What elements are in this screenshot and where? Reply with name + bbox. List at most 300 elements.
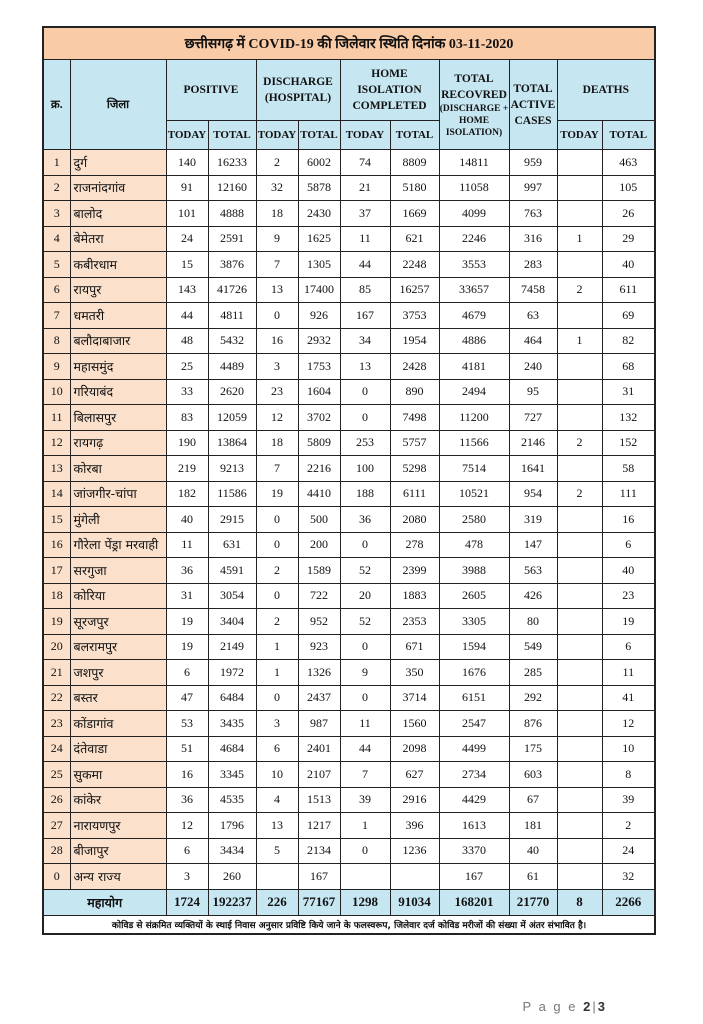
cell-district: बीजापुर (70, 838, 166, 864)
cell-dis-total: 167 (298, 864, 340, 890)
cell-death-total: 29 (602, 226, 655, 252)
cell-hi-total: 2080 (390, 507, 439, 533)
total-recovered: 168201 (439, 889, 509, 915)
cell-active: 316 (509, 226, 557, 252)
cell-dis-total: 2437 (298, 685, 340, 711)
cell-active: 319 (509, 507, 557, 533)
cell-hi-total: 1560 (390, 711, 439, 737)
cell-hi-today: 44 (340, 736, 390, 762)
cell-dis-today: 2 (256, 558, 298, 584)
cell-pos-total: 3054 (208, 583, 256, 609)
page-separator: | (592, 999, 598, 1014)
cell-pos-total: 2620 (208, 379, 256, 405)
cell-pos-today: 48 (166, 328, 208, 354)
cell-hi-total: 396 (390, 813, 439, 839)
cell-dis-today: 2 (256, 150, 298, 176)
cell-death-total: 68 (602, 354, 655, 380)
cell-death-today (557, 150, 602, 176)
cell-death-total: 12 (602, 711, 655, 737)
cell-dis-today: 13 (256, 277, 298, 303)
cell-dis-total: 2932 (298, 328, 340, 354)
cell-death-today (557, 252, 602, 278)
cell-active: 80 (509, 609, 557, 635)
cell-sn: 9 (43, 354, 70, 380)
cell-pos-total: 3435 (208, 711, 256, 737)
cell-sn: 26 (43, 787, 70, 813)
cell-dis-total: 1513 (298, 787, 340, 813)
cell-district: कांकेर (70, 787, 166, 813)
cell-sn: 13 (43, 456, 70, 482)
cell-sn: 1 (43, 150, 70, 176)
cell-pos-today: 19 (166, 609, 208, 635)
cell-recovered: 2580 (439, 507, 509, 533)
cell-active: 563 (509, 558, 557, 584)
cell-district: गरियाबंद (70, 379, 166, 405)
header-discharge: DISCHARGE (HOSPITAL) (256, 60, 340, 121)
cell-pos-today: 44 (166, 303, 208, 329)
cell-death-today (557, 507, 602, 533)
cell-death-today (557, 303, 602, 329)
header-home-isolation-today: TODAY (340, 121, 390, 150)
cell-sn: 5 (43, 252, 70, 278)
cell-district: रायगढ़ (70, 430, 166, 456)
cell-district: अन्य राज्य (70, 864, 166, 890)
cell-pos-total: 9213 (208, 456, 256, 482)
header-home-isolation-total: TOTAL (390, 121, 439, 150)
cell-dis-total: 1305 (298, 252, 340, 278)
cell-hi-today: 34 (340, 328, 390, 354)
cell-hi-today: 11 (340, 711, 390, 737)
cell-district: सुकमा (70, 762, 166, 788)
cell-active: 959 (509, 150, 557, 176)
cell-hi-today: 0 (340, 634, 390, 660)
cell-pos-today: 6 (166, 660, 208, 686)
table-row (43, 583, 655, 609)
cell-death-total: 463 (602, 150, 655, 176)
cell-hi-today: 13 (340, 354, 390, 380)
cell-pos-today: 11 (166, 532, 208, 558)
cell-death-today (557, 609, 602, 635)
cell-dis-today: 6 (256, 736, 298, 762)
cell-death-today: 1 (557, 226, 602, 252)
cell-pos-total: 4888 (208, 201, 256, 227)
cell-sn: 7 (43, 303, 70, 329)
cell-hi-today: 52 (340, 558, 390, 584)
cell-death-total: 32 (602, 864, 655, 890)
cell-death-total: 58 (602, 456, 655, 482)
total-death-total: 2266 (602, 889, 655, 915)
cell-recovered: 3988 (439, 558, 509, 584)
cell-death-today (557, 583, 602, 609)
cell-pos-today: 19 (166, 634, 208, 660)
cell-death-today (557, 558, 602, 584)
cell-dis-total: 952 (298, 609, 340, 635)
cell-recovered: 10521 (439, 481, 509, 507)
cell-recovered: 4679 (439, 303, 509, 329)
cell-pos-total: 631 (208, 532, 256, 558)
cell-active: 763 (509, 201, 557, 227)
cell-sn: 23 (43, 711, 70, 737)
cell-sn: 2 (43, 175, 70, 201)
total-pos-today: 1724 (166, 889, 208, 915)
cell-hi-total: 3714 (390, 685, 439, 711)
cell-active: 147 (509, 532, 557, 558)
cell-pos-today: 190 (166, 430, 208, 456)
cell-district: सूरजपुर (70, 609, 166, 635)
cell-district: जशपुर (70, 660, 166, 686)
cell-pos-total: 3404 (208, 609, 256, 635)
cell-hi-today: 52 (340, 609, 390, 635)
page-prefix: P a g e (522, 999, 578, 1014)
cell-district: कोरिया (70, 583, 166, 609)
cell-death-total: 40 (602, 252, 655, 278)
cell-district: दुर्ग (70, 150, 166, 176)
cell-pos-total: 4684 (208, 736, 256, 762)
header-district: जिला (70, 60, 166, 150)
cell-hi-today: 1 (340, 813, 390, 839)
cell-pos-total: 2591 (208, 226, 256, 252)
table-row (43, 405, 655, 431)
table-row (43, 762, 655, 788)
cell-death-total: 69 (602, 303, 655, 329)
cell-death-total: 6 (602, 634, 655, 660)
cell-dis-today: 0 (256, 532, 298, 558)
cell-hi-today: 167 (340, 303, 390, 329)
cell-pos-today: 143 (166, 277, 208, 303)
cell-active: 426 (509, 583, 557, 609)
cell-recovered: 167 (439, 864, 509, 890)
grand-total-label: महायोग (43, 889, 166, 915)
cell-dis-today: 13 (256, 813, 298, 839)
cell-sn: 4 (43, 226, 70, 252)
cell-pos-today: 16 (166, 762, 208, 788)
cell-recovered: 1594 (439, 634, 509, 660)
cell-death-today (557, 685, 602, 711)
cell-dis-total: 5809 (298, 430, 340, 456)
cell-pos-total: 3434 (208, 838, 256, 864)
cell-sn: 0 (43, 864, 70, 890)
cell-pos-total: 4591 (208, 558, 256, 584)
cell-hi-today: 0 (340, 379, 390, 405)
cell-hi-today: 21 (340, 175, 390, 201)
cell-dis-today: 19 (256, 481, 298, 507)
cell-recovered: 3305 (439, 609, 509, 635)
cell-death-total: 41 (602, 685, 655, 711)
cell-district: बेमेतरा (70, 226, 166, 252)
cell-dis-total: 200 (298, 532, 340, 558)
cell-pos-today: 31 (166, 583, 208, 609)
cell-hi-today: 85 (340, 277, 390, 303)
cell-sn: 28 (43, 838, 70, 864)
cell-death-total: 11 (602, 660, 655, 686)
table-row (43, 481, 655, 507)
cell-recovered: 3370 (439, 838, 509, 864)
cell-active: 61 (509, 864, 557, 890)
header-deaths-total: TOTAL (602, 121, 655, 150)
cell-district: कबीरधाम (70, 252, 166, 278)
cell-district: कोंडागांव (70, 711, 166, 737)
cell-hi-today: 11 (340, 226, 390, 252)
table-row (43, 787, 655, 813)
report-title: छत्तीसगढ़ में COVID-19 की जिलेवार स्थिति दिनांक 03-11-2020 (43, 27, 655, 60)
total-dis-today: 226 (256, 889, 298, 915)
cell-death-today (557, 813, 602, 839)
cell-pos-total: 12059 (208, 405, 256, 431)
table-row (43, 660, 655, 686)
cell-district: बस्तर (70, 685, 166, 711)
cell-active: 240 (509, 354, 557, 380)
cell-dis-total: 2107 (298, 762, 340, 788)
cell-hi-total: 2916 (390, 787, 439, 813)
cell-pos-total: 6484 (208, 685, 256, 711)
cell-active: 603 (509, 762, 557, 788)
cell-death-total: 8 (602, 762, 655, 788)
cell-pos-today: 24 (166, 226, 208, 252)
cell-death-total: 111 (602, 481, 655, 507)
cell-hi-total: 3753 (390, 303, 439, 329)
cell-dis-today: 0 (256, 507, 298, 533)
cell-hi-total: 278 (390, 532, 439, 558)
header-sno: क्र. (43, 60, 70, 150)
cell-recovered: 14811 (439, 150, 509, 176)
cell-hi-today: 44 (340, 252, 390, 278)
cell-dis-today: 0 (256, 583, 298, 609)
cell-sn: 24 (43, 736, 70, 762)
cell-recovered: 33657 (439, 277, 509, 303)
cell-district: कोरबा (70, 456, 166, 482)
table-row (43, 303, 655, 329)
cell-death-total: 105 (602, 175, 655, 201)
cell-hi-total (390, 864, 439, 890)
cell-sn: 16 (43, 532, 70, 558)
cell-active: 285 (509, 660, 557, 686)
cell-dis-today: 0 (256, 303, 298, 329)
cell-death-today (557, 456, 602, 482)
cell-active: 283 (509, 252, 557, 278)
header-total-recovered-label: TOTAL RECOVRED (441, 72, 507, 101)
cell-pos-today: 40 (166, 507, 208, 533)
table-row (43, 736, 655, 762)
cell-dis-today: 3 (256, 354, 298, 380)
cell-dis-total: 1604 (298, 379, 340, 405)
cell-death-total: 10 (602, 736, 655, 762)
cell-dis-total: 987 (298, 711, 340, 737)
cell-pos-total: 3876 (208, 252, 256, 278)
cell-active: 95 (509, 379, 557, 405)
cell-death-today (557, 762, 602, 788)
cell-death-total: 31 (602, 379, 655, 405)
cell-active: 876 (509, 711, 557, 737)
footnote: कोविड से संक्रमित व्यक्तियों के स्थाई निवास अनुसार प्रविष्टि किये जाने के फलस्वरूप, जिलेवार दर्ज कोविड मरीजों की संख्या में अंतर संभावित है। (43, 915, 655, 934)
cell-hi-total: 2248 (390, 252, 439, 278)
table-row (43, 634, 655, 660)
cell-hi-total: 5298 (390, 456, 439, 482)
cell-hi-total: 671 (390, 634, 439, 660)
cell-pos-today: 12 (166, 813, 208, 839)
cell-hi-total: 2399 (390, 558, 439, 584)
cell-death-today: 2 (557, 481, 602, 507)
covid-report-sheet (42, 26, 654, 932)
cell-dis-total: 3702 (298, 405, 340, 431)
total-hi-today: 1298 (340, 889, 390, 915)
cell-death-today (557, 787, 602, 813)
cell-death-today: 1 (557, 328, 602, 354)
table-row (43, 685, 655, 711)
cell-hi-today: 0 (340, 838, 390, 864)
cell-recovered: 11200 (439, 405, 509, 431)
cell-dis-today: 1 (256, 660, 298, 686)
cell-recovered: 4181 (439, 354, 509, 380)
cell-active: 549 (509, 634, 557, 660)
table-row (43, 277, 655, 303)
total-death-today: 8 (557, 889, 602, 915)
cell-pos-total: 4535 (208, 787, 256, 813)
header-discharge-total: TOTAL (298, 121, 340, 150)
cell-recovered: 478 (439, 532, 509, 558)
district-covid-table (42, 26, 656, 935)
cell-pos-today: 36 (166, 787, 208, 813)
cell-sn: 17 (43, 558, 70, 584)
table-row (43, 558, 655, 584)
table-row (43, 430, 655, 456)
cell-active: 997 (509, 175, 557, 201)
cell-dis-today: 9 (256, 226, 298, 252)
cell-recovered: 4429 (439, 787, 509, 813)
header-positive-today: TODAY (166, 121, 208, 150)
cell-pos-total: 4489 (208, 354, 256, 380)
cell-dis-today: 0 (256, 685, 298, 711)
table-row (43, 201, 655, 227)
table-row (43, 175, 655, 201)
cell-dis-today: 5 (256, 838, 298, 864)
cell-district: धमतरी (70, 303, 166, 329)
cell-dis-total: 1326 (298, 660, 340, 686)
cell-dis-total: 500 (298, 507, 340, 533)
cell-recovered: 1613 (439, 813, 509, 839)
table-row (43, 354, 655, 380)
cell-dis-total: 17400 (298, 277, 340, 303)
cell-dis-today: 32 (256, 175, 298, 201)
cell-sn: 20 (43, 634, 70, 660)
cell-pos-today: 36 (166, 558, 208, 584)
cell-district: दंतेवाडा (70, 736, 166, 762)
cell-district: नारायणपुर (70, 813, 166, 839)
cell-sn: 3 (43, 201, 70, 227)
cell-hi-today: 9 (340, 660, 390, 686)
cell-hi-total: 1669 (390, 201, 439, 227)
cell-pos-today: 91 (166, 175, 208, 201)
cell-recovered: 4886 (439, 328, 509, 354)
cell-sn: 18 (43, 583, 70, 609)
cell-active: 1641 (509, 456, 557, 482)
cell-pos-total: 2149 (208, 634, 256, 660)
cell-hi-total: 1883 (390, 583, 439, 609)
cell-pos-total: 260 (208, 864, 256, 890)
cell-district: मुंगेली (70, 507, 166, 533)
cell-hi-today: 74 (340, 150, 390, 176)
cell-hi-total: 1954 (390, 328, 439, 354)
cell-death-today (557, 736, 602, 762)
cell-sn: 25 (43, 762, 70, 788)
cell-active: 175 (509, 736, 557, 762)
cell-death-today (557, 201, 602, 227)
cell-pos-today: 140 (166, 150, 208, 176)
cell-active: 292 (509, 685, 557, 711)
cell-hi-today: 20 (340, 583, 390, 609)
cell-death-total: 2 (602, 813, 655, 839)
cell-death-total: 19 (602, 609, 655, 635)
cell-hi-today: 39 (340, 787, 390, 813)
cell-hi-total: 7498 (390, 405, 439, 431)
cell-dis-today: 3 (256, 711, 298, 737)
cell-recovered: 4099 (439, 201, 509, 227)
cell-dis-today: 18 (256, 201, 298, 227)
cell-pos-total: 41726 (208, 277, 256, 303)
cell-hi-total: 2353 (390, 609, 439, 635)
cell-pos-today: 15 (166, 252, 208, 278)
cell-death-today (557, 864, 602, 890)
cell-pos-today: 101 (166, 201, 208, 227)
cell-death-today: 2 (557, 277, 602, 303)
cell-active: 67 (509, 787, 557, 813)
cell-sn: 6 (43, 277, 70, 303)
cell-recovered: 2494 (439, 379, 509, 405)
cell-sn: 22 (43, 685, 70, 711)
cell-recovered: 3553 (439, 252, 509, 278)
header-home-isolation: HOME ISOLATION COMPLETED (340, 60, 439, 121)
cell-dis-total: 6002 (298, 150, 340, 176)
cell-sn: 21 (43, 660, 70, 686)
table-row (43, 328, 655, 354)
cell-death-today (557, 405, 602, 431)
cell-district: बिलासपुर (70, 405, 166, 431)
cell-dis-today: 4 (256, 787, 298, 813)
cell-pos-total: 5432 (208, 328, 256, 354)
table-row (43, 838, 655, 864)
header-deaths-today: TODAY (557, 121, 602, 150)
cell-pos-today: 53 (166, 711, 208, 737)
grand-total-row (43, 889, 655, 915)
cell-district: राजनांदगांव (70, 175, 166, 201)
cell-active: 727 (509, 405, 557, 431)
cell-pos-total: 2915 (208, 507, 256, 533)
table-row (43, 456, 655, 482)
cell-dis-total: 1625 (298, 226, 340, 252)
total-active: 21770 (509, 889, 557, 915)
cell-death-today (557, 711, 602, 737)
table-row (43, 226, 655, 252)
cell-hi-today: 0 (340, 405, 390, 431)
cell-death-today (557, 354, 602, 380)
cell-hi-today: 7 (340, 762, 390, 788)
cell-dis-total: 923 (298, 634, 340, 660)
cell-pos-today: 83 (166, 405, 208, 431)
cell-pos-today: 6 (166, 838, 208, 864)
cell-pos-total: 13864 (208, 430, 256, 456)
cell-district: बालोद (70, 201, 166, 227)
cell-pos-total: 4811 (208, 303, 256, 329)
cell-district: गौरेला पेंड्रा मरवाही (70, 532, 166, 558)
table-row (43, 379, 655, 405)
cell-pos-today: 33 (166, 379, 208, 405)
cell-hi-total: 16257 (390, 277, 439, 303)
cell-death-total: 24 (602, 838, 655, 864)
cell-sn: 10 (43, 379, 70, 405)
cell-death-total: 23 (602, 583, 655, 609)
cell-hi-total: 350 (390, 660, 439, 686)
cell-death-total: 152 (602, 430, 655, 456)
header-total-active: TOTAL ACTIVE CASES (509, 60, 557, 150)
